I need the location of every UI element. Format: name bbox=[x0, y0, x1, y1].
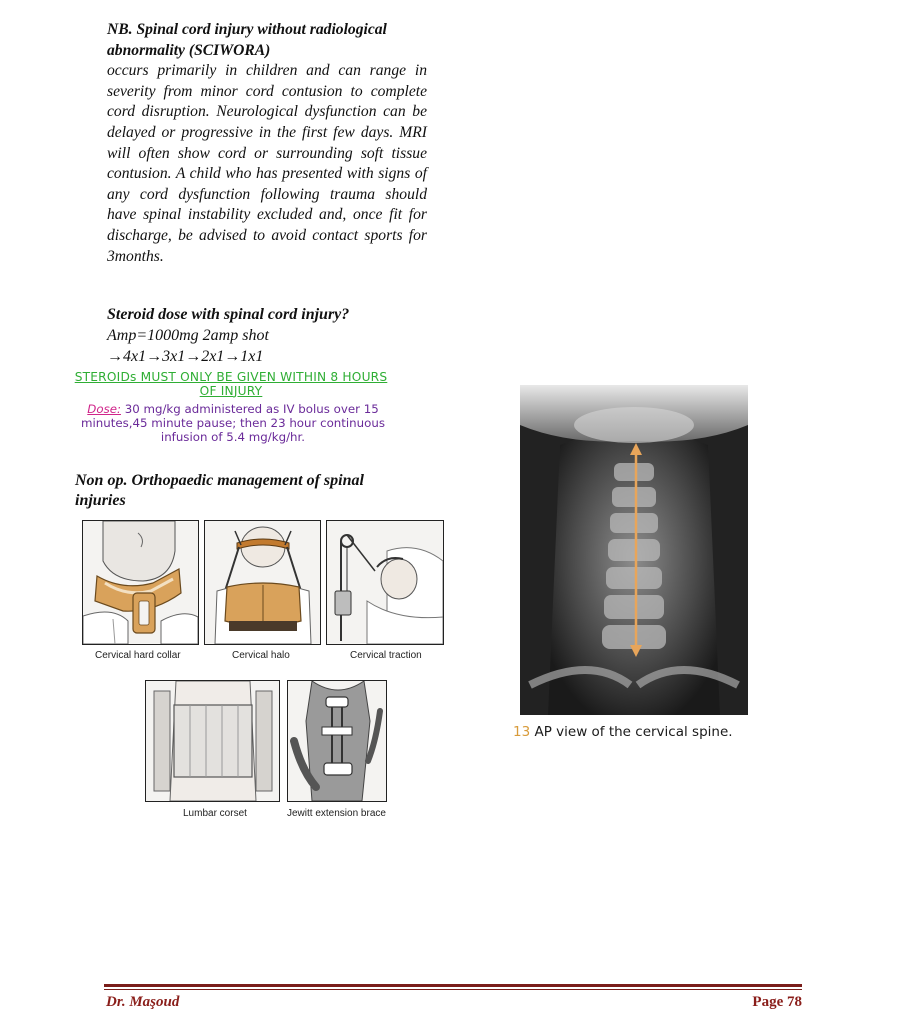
cervical-collar-illustration bbox=[82, 520, 199, 645]
nonop-title: Non op. Orthopaedic management of spinal injuries bbox=[75, 472, 364, 509]
lumbar-corset-illustration bbox=[145, 680, 280, 802]
caption-cervical-collar: Cervical hard collar bbox=[95, 650, 181, 661]
caption-cervical-traction: Cervical traction bbox=[350, 650, 422, 661]
caption-lumbar-corset: Lumbar corset bbox=[183, 808, 247, 819]
footer-page-number: Page 78 bbox=[752, 994, 802, 1010]
jewitt-brace-illustration bbox=[287, 680, 387, 802]
steroid-section bbox=[107, 304, 437, 367]
caption-cervical-halo: Cervical halo bbox=[232, 650, 290, 661]
cervical-traction-illustration bbox=[326, 520, 444, 645]
steroid-question: Steroid dose with spinal cord injury? bbox=[107, 306, 350, 323]
footer-divider-thin bbox=[104, 989, 802, 990]
steroid-warning: STEROIDs MUST ONLY BE GIVEN WITHIN 8 HOURS OF INJURY bbox=[74, 370, 388, 398]
steroid-amp: Amp=1000mg 2amp shot bbox=[107, 327, 269, 344]
dose-label: Dose: bbox=[87, 402, 121, 416]
sciwora-title: NB. Spinal cord injury without radiological abnormality (SCIWORA) bbox=[107, 21, 387, 59]
steroid-sequence: →4x1→3x1→2x1→1x1 bbox=[107, 348, 264, 365]
sciwora-section bbox=[107, 20, 427, 267]
figure-caption-text: AP view of the cervical spine. bbox=[534, 724, 733, 740]
footer-author: Dr. Maşoud bbox=[106, 994, 180, 1010]
dose-value: 30 mg/kg administered as IV bolus over 15 minutes,45 minute pause; then 23 hour continuous infusion of 5.4 mg/kg/hr. bbox=[81, 402, 385, 444]
dose-note bbox=[74, 403, 392, 444]
xray-caption bbox=[513, 724, 733, 740]
caption-jewitt-brace: Jewitt extension brace bbox=[287, 808, 386, 819]
figure-number: 13 bbox=[513, 724, 531, 740]
cervical-spine-xray bbox=[520, 385, 748, 715]
footer-divider bbox=[104, 984, 802, 987]
sciwora-body: occurs primarily in children and can range in severity from minor cord contusion to complete cord disruption. Neurological dysfunction can be delayed or progressive in the first few days. MRI will often show cord or surrounding soft tissue contusion. A child who has presented with signs of any cord dysfunction following trauma should have spinal instability excluded and, once fit for discharge, be advised to avoid contact sports for 3months. bbox=[107, 62, 427, 265]
cervical-halo-illustration bbox=[204, 520, 321, 645]
